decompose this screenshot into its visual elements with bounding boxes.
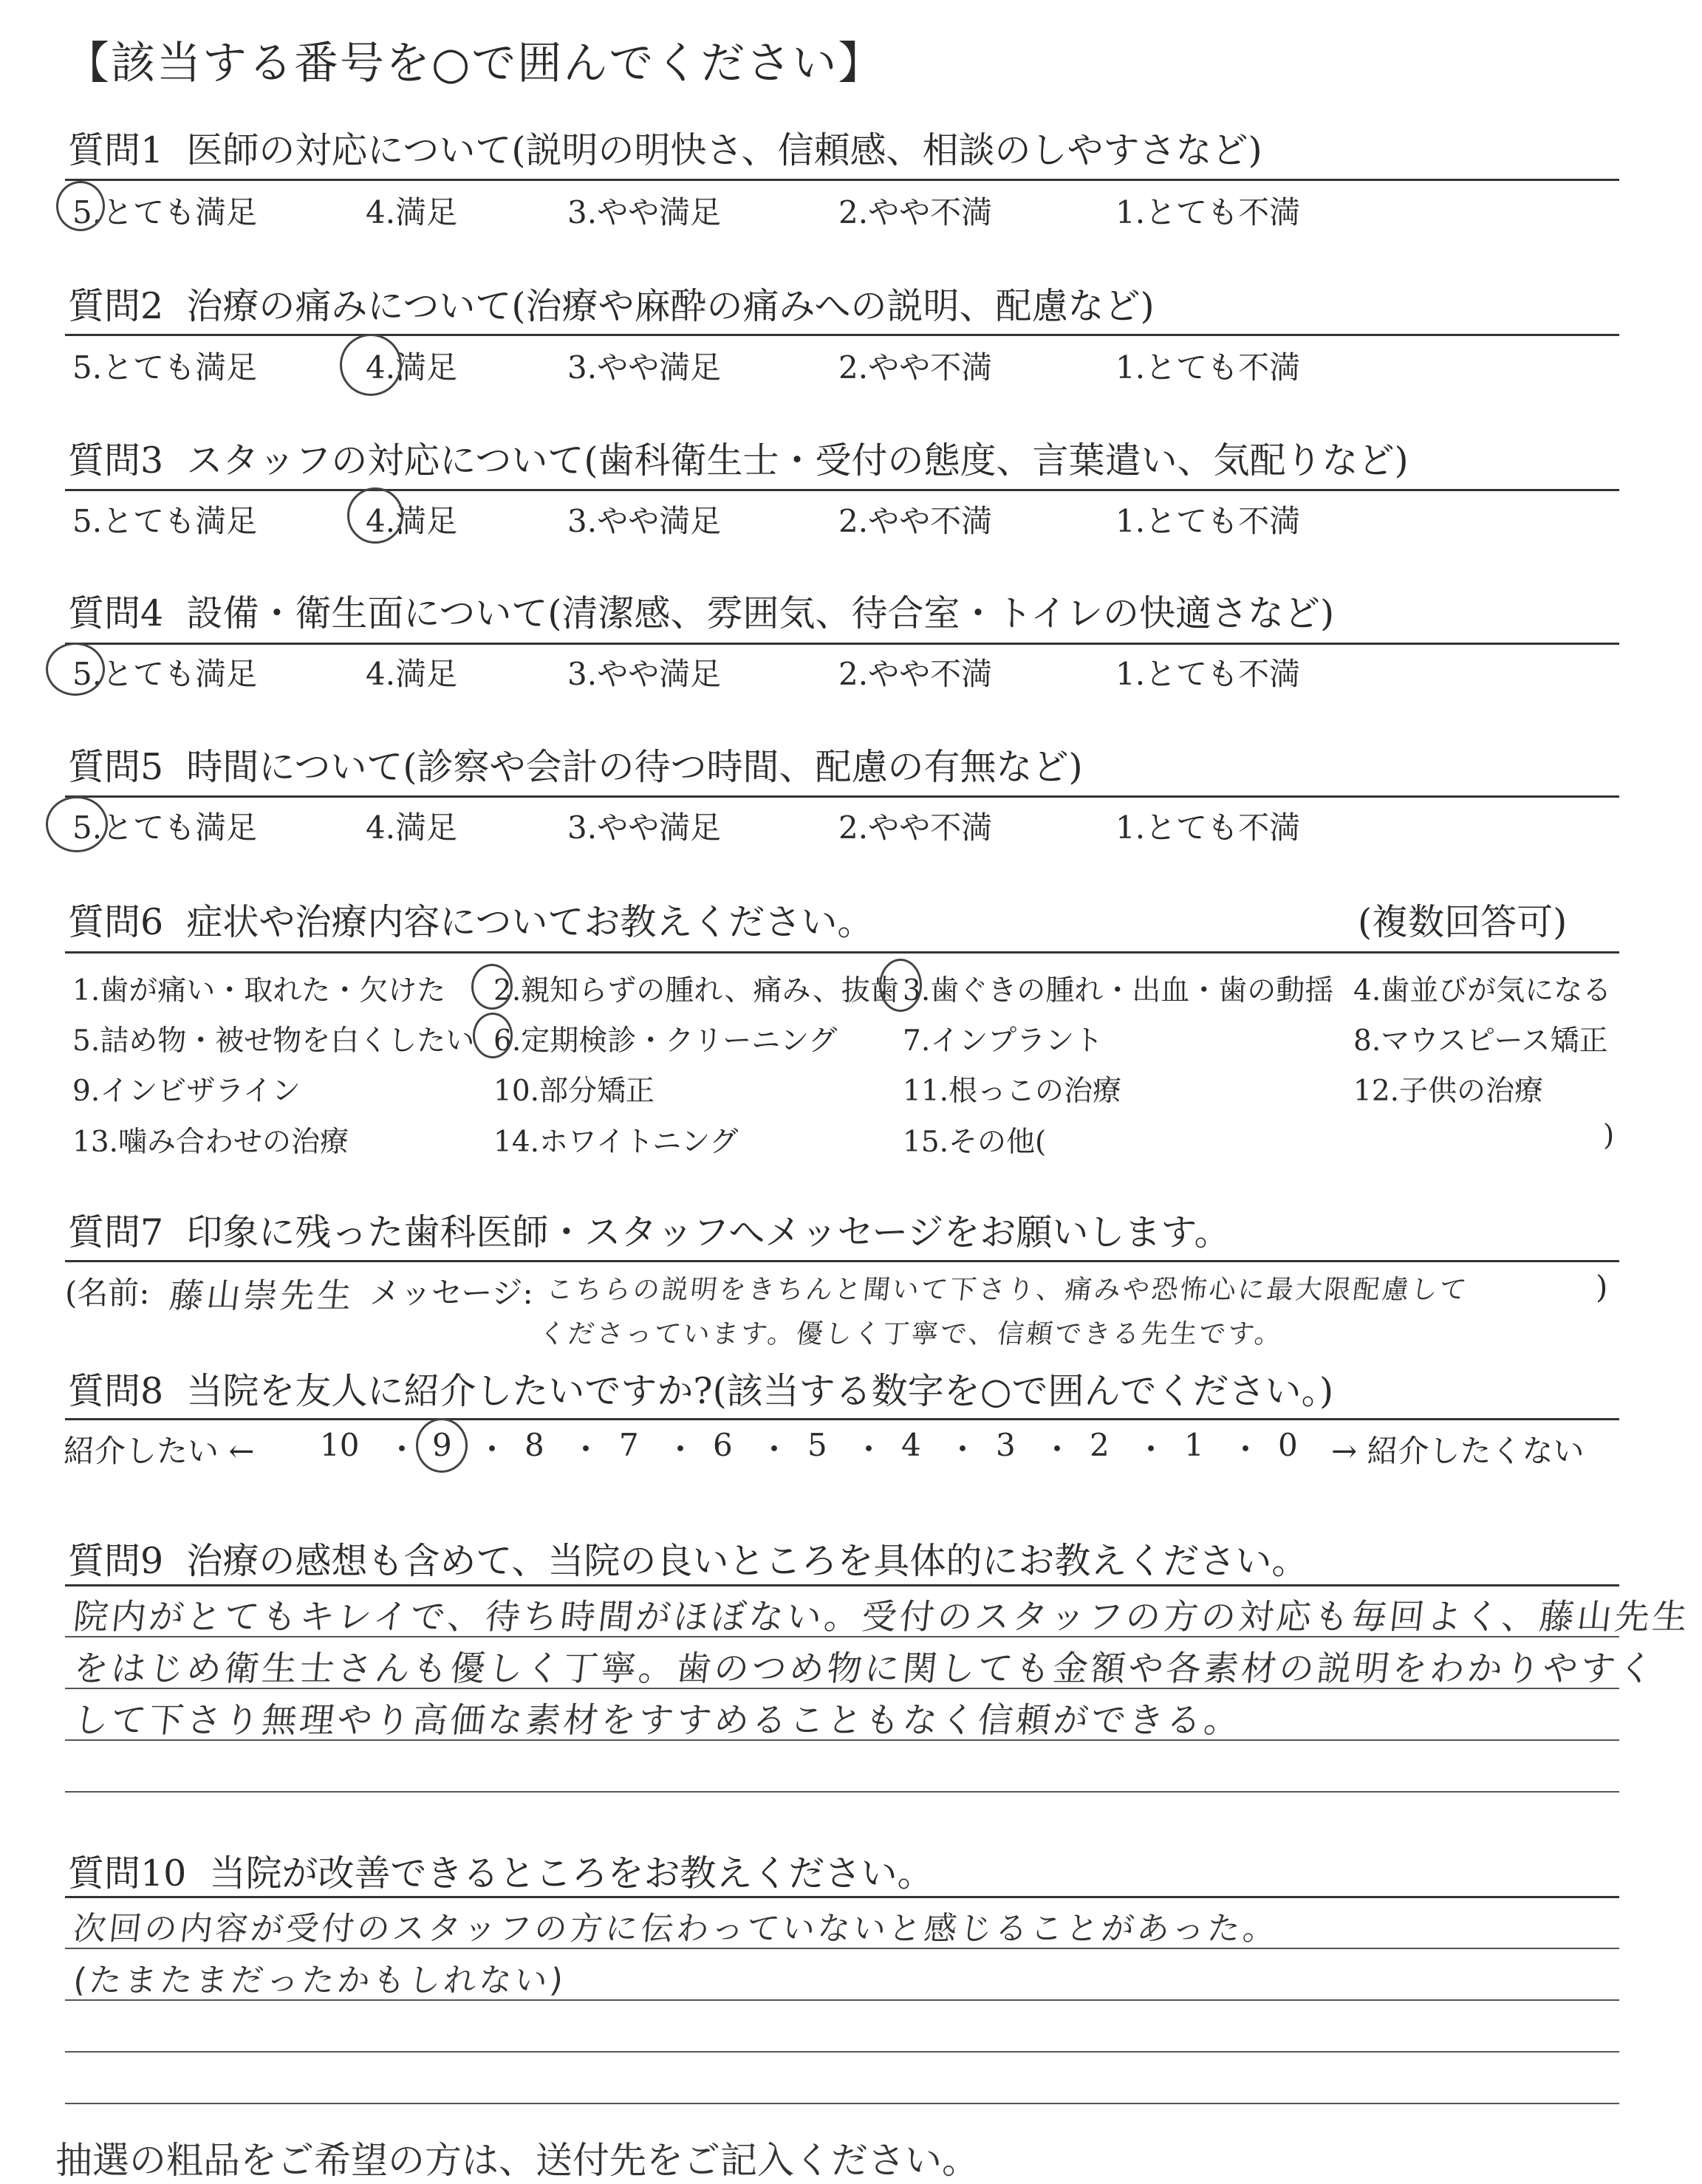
question-3-rule xyxy=(65,489,1619,491)
question-7 xyxy=(68,1204,1231,1256)
q6-option-1[interactable]: 1.歯が痛い・取れた・欠けた xyxy=(72,974,446,1007)
question-6-note: (複数回答可) xyxy=(1358,901,1568,943)
question-1-number: 質問1 xyxy=(68,129,164,171)
question-6-rule xyxy=(65,951,1619,954)
question-1-text: 医師の対応について(説明の明快さ、信頼感、相談のしやすさなど) xyxy=(186,129,1262,171)
q6-answer-circle-6 xyxy=(473,1013,513,1058)
q1-option-2[interactable]: 2.やや不満 xyxy=(838,194,993,230)
q8-scale-3[interactable]: 3 xyxy=(996,1427,1016,1463)
question-8-number: 質問8 xyxy=(68,1370,164,1412)
q5-answer-circle xyxy=(46,796,108,852)
question-1-rule xyxy=(65,179,1619,181)
q8-answer-circle xyxy=(416,1418,468,1473)
q6-option-8[interactable]: 8.マウスピース矯正 xyxy=(1353,1024,1608,1058)
q9-answer-line-1: 院内がとてもキレイで、待ち時間がほぼない。受付のスタッフの方の対応も毎回よく、藤山先生 xyxy=(71,1597,1692,1637)
q8-scale-4[interactable]: 4 xyxy=(901,1427,921,1463)
question-3-text: スタッフの対応について(歯科衛生士・受付の態度、言葉遣い、気配りなど) xyxy=(186,439,1409,482)
footer-note: 抽選の粗品をご希望の方は、送付先をご記入ください。 xyxy=(55,2139,979,2182)
q5-option-2[interactable]: 2.やや不満 xyxy=(838,809,993,846)
q8-separator-dot: ・ xyxy=(476,1431,508,1468)
question-6 xyxy=(68,894,873,945)
answer-line xyxy=(65,1791,1619,1793)
q2-answer-circle xyxy=(340,334,402,396)
answer-line xyxy=(65,2051,1619,2053)
q6-option-12[interactable]: 12.子供の治療 xyxy=(1353,1075,1544,1108)
q4-option-3[interactable]: 3.やや満足 xyxy=(567,656,722,692)
q10-answer-line-2: (たまたまだったかもしれない) xyxy=(71,1962,568,1999)
question-10 xyxy=(68,1845,934,1897)
question-2-rule xyxy=(65,334,1619,336)
question-7-text: 印象に残った歯科医師・スタッフへメッセージをお願いします。 xyxy=(186,1211,1231,1253)
q6-option-7[interactable]: 7.インプラント xyxy=(903,1024,1104,1058)
q1-option-5[interactable]: 5.とても満足 xyxy=(72,194,258,230)
q8-scale-9[interactable]: 9 xyxy=(432,1427,452,1463)
q6-option-14[interactable]: 14.ホワイトニング xyxy=(493,1126,739,1159)
q6-option-13[interactable]: 13.噛み合わせの治療 xyxy=(72,1126,349,1159)
question-9-rule xyxy=(65,1584,1619,1586)
q8-scale-6[interactable]: 6 xyxy=(713,1427,733,1463)
q9-answer-line-2: をはじめ衛生士さんも優しく丁寧。歯のつめ物に関しても金額や各素材の説明をわかりやすく xyxy=(71,1649,1658,1689)
q8-scale-1[interactable]: 1 xyxy=(1184,1427,1204,1463)
q4-option-4[interactable]: 4.満足 xyxy=(366,656,458,692)
question-10-number: 質問10 xyxy=(68,1852,187,1894)
form-title: 【該当する番号を○で囲んでください】 xyxy=(65,38,884,89)
question-3-number: 質問3 xyxy=(68,439,164,482)
q2-option-3[interactable]: 3.やや満足 xyxy=(567,349,722,386)
question-8-text: 当院を友人に紹介したいですか?(該当する数字を○で囲んでください。) xyxy=(186,1370,1334,1412)
q10-answer-line-1: 次回の内容が受付のスタッフの方に伝わっていないと感じることがあった。 xyxy=(71,1910,1281,1948)
question-4 xyxy=(68,585,1334,637)
q4-answer-circle xyxy=(46,643,105,696)
q1-option-4[interactable]: 4.満足 xyxy=(366,194,458,230)
q8-scale-5[interactable]: 5 xyxy=(807,1427,827,1463)
q5-option-1[interactable]: 1.とても不満 xyxy=(1115,809,1301,846)
q6-option-2[interactable]: 2.親知らずの腫れ、痛み、抜歯 xyxy=(493,974,899,1007)
q8-scale-7[interactable]: 7 xyxy=(619,1427,639,1463)
q6-option-10[interactable]: 10.部分矯正 xyxy=(493,1075,655,1108)
question-4-text: 設備・衛生面について(清潔感、雰囲気、待合室・トイレの快適さなど) xyxy=(186,592,1335,634)
q5-option-5[interactable]: 5.とても満足 xyxy=(72,809,258,846)
question-5-text: 時間について(診察や会計の待つ時間、配慮の有無など) xyxy=(186,746,1083,788)
q6-option-4[interactable]: 4.歯並びが気になる xyxy=(1353,974,1612,1007)
q7-name-handwritten: 藤山崇先生 xyxy=(167,1276,357,1315)
question-4-number: 質問4 xyxy=(68,592,164,634)
q8-separator-dot: ・ xyxy=(759,1431,790,1468)
q2-option-1[interactable]: 1.とても不満 xyxy=(1115,349,1301,386)
q8-scale-2[interactable]: 2 xyxy=(1090,1427,1110,1463)
question-1 xyxy=(68,122,1262,174)
question-2 xyxy=(68,278,1155,329)
q8-separator-dot: ・ xyxy=(1135,1431,1167,1468)
q7-message-label: メッセージ: xyxy=(369,1275,533,1311)
q2-option-5[interactable]: 5.とても満足 xyxy=(72,349,258,386)
q6-answer-circle-2 xyxy=(471,964,513,1010)
question-5 xyxy=(68,739,1083,790)
question-8-rule xyxy=(65,1418,1619,1420)
q7-close-paren: ) xyxy=(1596,1269,1608,1305)
q4-option-2[interactable]: 2.やや不満 xyxy=(838,656,993,692)
answer-line xyxy=(65,2103,1619,2104)
q8-scale-0[interactable]: 0 xyxy=(1278,1427,1298,1463)
q8-right-label: → 紹介したくない xyxy=(1331,1433,1585,1469)
q3-option-3[interactable]: 3.やや満足 xyxy=(567,503,722,539)
q7-message-line-2: くださっています。優しく丁寧で、信頼できる先生です。 xyxy=(537,1319,1285,1349)
q8-separator-dot: ・ xyxy=(665,1431,697,1468)
q8-scale-10[interactable]: 10 xyxy=(320,1427,360,1463)
q6-answer-circle-3 xyxy=(879,959,922,1012)
q8-scale-8[interactable]: 8 xyxy=(524,1427,544,1463)
q8-separator-dot: ・ xyxy=(1230,1431,1262,1468)
q8-separator-dot: ・ xyxy=(853,1431,885,1468)
question-2-text: 治療の痛みについて(治療や麻酔の痛みへの説明、配慮など) xyxy=(186,285,1155,327)
q3-answer-circle xyxy=(347,487,403,544)
question-8 xyxy=(68,1363,1333,1414)
question-2-number: 質問2 xyxy=(68,285,164,327)
q3-option-1[interactable]: 1.とても不満 xyxy=(1115,503,1301,539)
q9-answer-line-3: して下さり無理やり高価な素材をすすめることもなく信頼ができる。 xyxy=(71,1700,1244,1741)
q5-option-4[interactable]: 4.満足 xyxy=(366,809,458,846)
q1-answer-circle xyxy=(56,181,105,231)
q4-option-5[interactable]: 5.とても満足 xyxy=(72,656,258,692)
q6-option-5[interactable]: 5.詰め物・被せ物を白くしたい xyxy=(72,1024,475,1058)
q8-separator-dot: ・ xyxy=(386,1431,418,1468)
q8-separator-dot: ・ xyxy=(947,1431,979,1468)
q8-separator-dot: ・ xyxy=(570,1431,602,1468)
q8-separator-dot: ・ xyxy=(1042,1431,1073,1468)
question-6-number: 質問6 xyxy=(68,901,164,943)
q1-option-3[interactable]: 3.やや満足 xyxy=(567,194,722,230)
q7-message-line-1: こちらの説明をきちんと聞いて下さり、痛みや恐怖心に最大限配慮して xyxy=(544,1275,1470,1305)
question-7-rule xyxy=(65,1260,1619,1262)
q3-option-5[interactable]: 5.とても満足 xyxy=(72,503,258,539)
q2-option-2[interactable]: 2.やや不満 xyxy=(838,349,993,386)
q4-option-1[interactable]: 1.とても不満 xyxy=(1115,656,1301,692)
q8-left-label: 紹介したい ← xyxy=(64,1433,255,1469)
q6-option-9[interactable]: 9.インビザライン xyxy=(72,1075,301,1108)
question-9-number: 質問9 xyxy=(68,1540,164,1582)
question-9-text: 治療の感想も含めて、当院の良いところを具体的にお教えください。 xyxy=(186,1540,1308,1582)
q6-option-11[interactable]: 11.根っこの治療 xyxy=(903,1075,1122,1108)
question-6-text: 症状や治療内容についてお教えください。 xyxy=(186,901,874,943)
q6-option-15-close: ) xyxy=(1603,1119,1615,1152)
q3-option-2[interactable]: 2.やや不満 xyxy=(838,503,993,539)
q3-option-4[interactable]: 4.満足 xyxy=(366,503,458,539)
q6-option-15[interactable]: 15.その他( xyxy=(903,1126,1047,1159)
question-10-text: 当院が改善できるところをお教えください。 xyxy=(209,1852,934,1894)
q7-name-label: (名前: xyxy=(65,1275,150,1311)
q5-option-3[interactable]: 3.やや満足 xyxy=(567,809,722,846)
q6-option-6[interactable]: 6.定期検診・クリーニング xyxy=(493,1024,838,1058)
question-5-rule xyxy=(65,795,1619,798)
question-7-number: 質問7 xyxy=(68,1211,164,1253)
question-3 xyxy=(68,432,1409,484)
q1-option-1[interactable]: 1.とても不満 xyxy=(1115,194,1301,230)
question-5-number: 質問5 xyxy=(68,746,164,788)
question-9 xyxy=(68,1533,1308,1584)
question-4-rule xyxy=(65,643,1619,645)
q2-option-4[interactable]: 4.満足 xyxy=(366,349,458,386)
q6-option-3[interactable]: 3.歯ぐきの腫れ・出血・歯の動揺 xyxy=(903,974,1334,1007)
question-10-rule xyxy=(65,1896,1619,1898)
